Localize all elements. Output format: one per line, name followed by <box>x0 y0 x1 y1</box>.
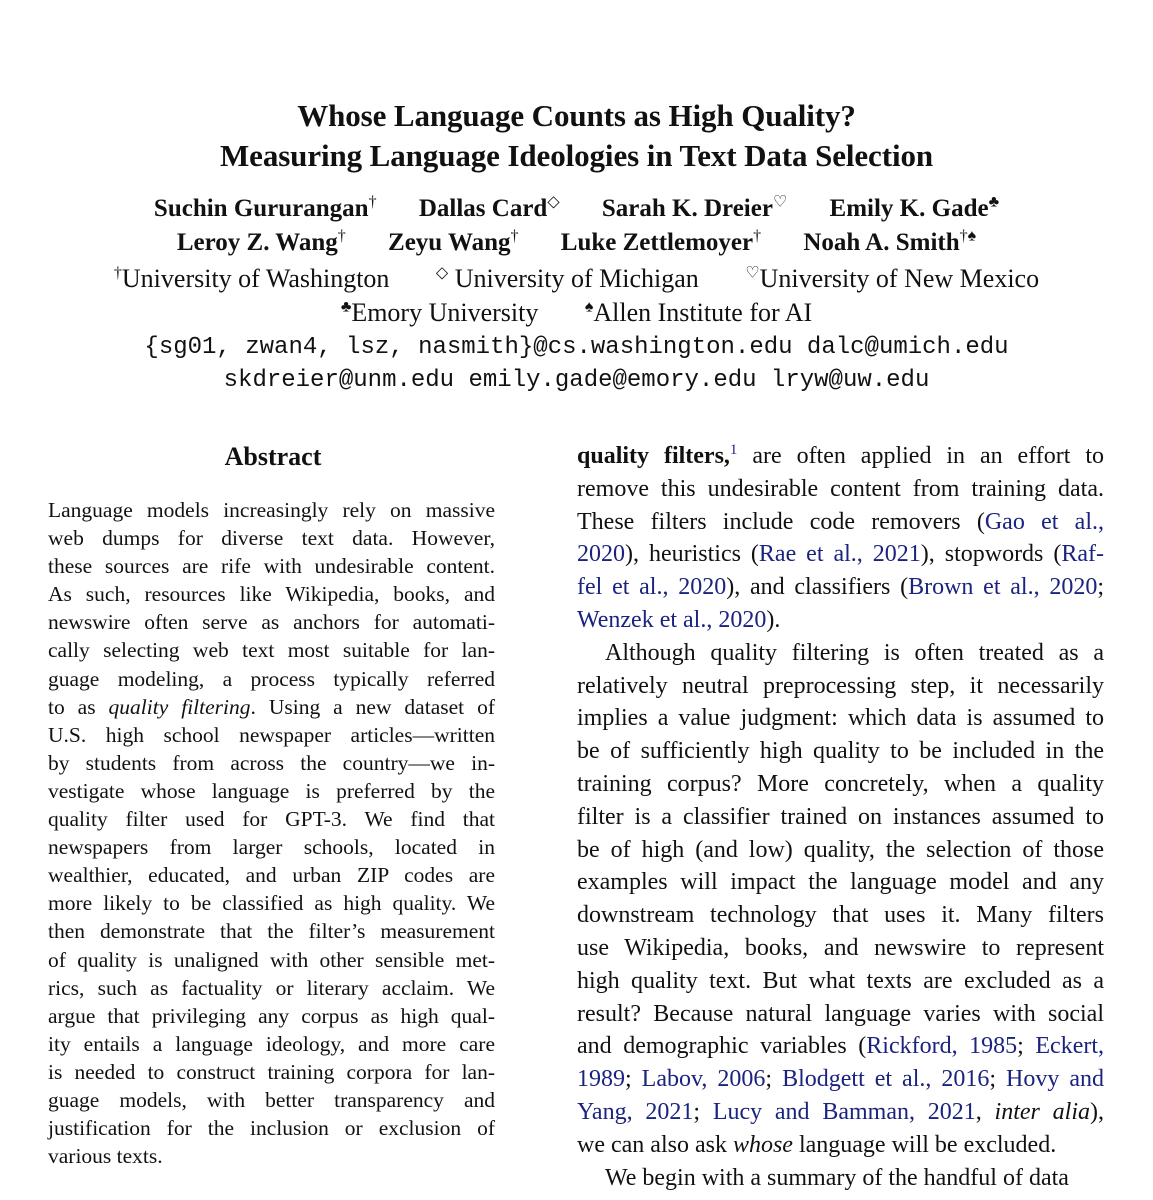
email-line-2: skdreier@unm.edu emily.gade@emory.edu lryw@uw.edu <box>223 367 930 394</box>
body-line: result? Because natural language varies with social <box>577 1000 1104 1027</box>
author: Sarah K. Dreier♡ <box>601 193 788 222</box>
body-line: and demographic variables (Rickford, 1985; Eckert, <box>577 1033 1105 1060</box>
abstract-line: is needed to construct training corpora for lan- <box>48 1059 495 1084</box>
body-line: 2020), heuristics (Rae et al., 2021), stopwords (Raf- <box>577 541 1105 568</box>
affiliation-mark: †♠ <box>959 227 977 245</box>
citation-brown[interactable]: Brown et al., 2020 <box>908 574 1098 601</box>
abstract-line: argue that privileging any corpus as high qual- <box>48 1003 495 1028</box>
citation-blodgett[interactable]: Blodgett et al., 2016 <box>782 1066 990 1093</box>
body-line: training corpus? More concretely, when a quality <box>577 770 1104 797</box>
body-line: be of high (and low) quality, the selection of those <box>577 836 1104 863</box>
body-line: Although quality filtering is often treated as a <box>605 639 1104 666</box>
abstract-heading: Abstract <box>224 442 322 471</box>
quality-filters-term: quality filters, <box>577 443 730 469</box>
title-line-1: Whose Language Counts as High Quality? <box>297 98 856 133</box>
citation-eckert[interactable]: 1989 <box>577 1066 625 1093</box>
body-line: examples will impact the language model and any <box>577 869 1104 896</box>
abstract-line: rics, such as factuality or literary acclaim. We <box>48 975 495 1000</box>
abstract-line: various texts. <box>48 1144 163 1169</box>
body-line: These filters include code removers (Gao et al., <box>577 508 1104 535</box>
citation-wenzek[interactable]: Wenzek et al., 2020 <box>577 606 767 633</box>
affiliation: ♡University of New Mexico <box>745 264 1040 293</box>
citation-lucy[interactable]: Lucy and Bamman, 2021 <box>712 1098 976 1125</box>
affiliation: ♣Emory University <box>340 298 539 327</box>
affiliation-mark: † <box>510 227 519 245</box>
affiliation-row-1 <box>0 262 1153 296</box>
abstract-line: cally selecting web text most suitable for lan- <box>48 638 495 663</box>
abstract-line: vestigate whose language is preferred by the <box>48 778 495 803</box>
author-row-2 <box>0 226 1153 260</box>
abstract-line: guage models, with better transparency and <box>48 1087 495 1112</box>
body-line: Yang, 2021; Lucy and Bamman, 2021, inter alia), <box>577 1098 1104 1125</box>
author-list <box>0 192 1153 260</box>
affiliation-mark: ♣ <box>988 193 1000 211</box>
whose-term: whose <box>732 1131 793 1158</box>
abstract-body <box>48 496 495 1170</box>
email-block <box>0 331 1153 397</box>
abstract-line: justification for the inclusion or exclusion of <box>48 1116 495 1141</box>
inter-alia-term: inter alia <box>994 1098 1090 1125</box>
footnote-1-link[interactable]: 1 <box>729 442 738 458</box>
affiliation-list <box>0 262 1153 330</box>
body-line: Wenzek et al., 2020). <box>577 606 781 633</box>
affiliation-mark: † <box>368 193 377 211</box>
abstract-line: quality filter used for GPT-3. We find that <box>48 807 495 832</box>
author: Zeyu Wang† <box>388 227 519 256</box>
citation-raffel[interactable]: fel et al., 2020 <box>577 574 727 601</box>
body-line: implies a value judgment: which data is assumed to <box>577 705 1104 732</box>
abstract-line: more likely to be classified as high quality. We <box>48 891 495 916</box>
abstract-line: newspapers from larger schools, located in <box>48 835 495 860</box>
citation-raffel[interactable]: Raf- <box>1061 541 1105 568</box>
abstract-line: guage modeling, a process typically referred <box>48 666 495 691</box>
author: Emily K. Gade♣ <box>829 193 1000 222</box>
abstract-line: Language models increasingly rely on massive <box>48 498 495 522</box>
body-line: remove this undesirable content from training data. <box>577 475 1104 502</box>
citation-rickford[interactable]: Rickford, 1985 <box>866 1033 1018 1060</box>
abstract-line: then demonstrate that the filter’s measurement <box>48 919 495 944</box>
affiliation: †University of Washington <box>113 264 390 293</box>
abstract-line: newswire often serve as anchors for automati- <box>48 610 495 635</box>
title-line-2: Measuring Language Ideologies in Text Data Selection <box>220 138 933 173</box>
affiliation-mark: † <box>337 227 346 245</box>
abstract-line: of quality is unaligned with other sensible met- <box>48 947 495 972</box>
body-line: we can also ask whose language will be excluded. <box>577 1131 1057 1158</box>
citation-gao[interactable]: Gao et al., <box>984 508 1104 535</box>
author: Dallas Card◇ <box>418 193 560 222</box>
body-line: We begin with a summary of the handful of data <box>605 1164 1069 1191</box>
body-line: relatively neutral preprocessing step, it necessarily <box>577 672 1104 699</box>
affiliation-mark: ♡ <box>772 193 788 211</box>
affiliation-row-2 <box>0 296 1153 330</box>
affiliation-mark: † <box>753 227 762 245</box>
affiliation-mark: ◇ <box>547 193 560 211</box>
abstract-line: by students from across the country—we in- <box>48 750 495 775</box>
body-line: 1989; Labov, 2006; Blodgett et al., 2016; Hovy and <box>577 1066 1105 1093</box>
body-line: fel et al., 2020), and classifiers (Brown et al., 2020; <box>577 574 1104 601</box>
abstract-line: wealthier, educated, and urban ZIP codes are <box>48 863 495 888</box>
abstract-line: these sources are rife with undesirable content. <box>48 554 495 579</box>
body-line: filter is a classifier trained on instances assumed to <box>577 803 1104 830</box>
body-line: use Wikipedia, books, and newswire to represent <box>577 934 1104 961</box>
body-line: high quality text. But what texts are excluded as a <box>577 967 1104 994</box>
abstract-line: ity entails a language ideology, and more care <box>48 1031 495 1056</box>
body-line: downstream technology that uses it. Many filters <box>577 902 1104 929</box>
citation-hovy[interactable]: Hovy and <box>1006 1066 1105 1093</box>
affiliation: ◇ University of Michigan <box>435 264 699 293</box>
author: Luke Zettlemoyer† <box>560 227 762 256</box>
citation-hovy[interactable]: Yang, 2021 <box>577 1098 694 1125</box>
paper-title <box>0 96 1153 176</box>
affiliation: ♠Allen Institute for AI <box>584 298 813 327</box>
citation-eckert[interactable]: Eckert, <box>1035 1033 1105 1060</box>
intro-body <box>577 440 1104 1194</box>
author-row-1 <box>0 192 1153 226</box>
citation-rae[interactable]: Rae et al., 2021 <box>758 541 921 568</box>
abstract-line: U.S. high school newspaper articles—written <box>48 722 495 747</box>
body-line: quality filters,$^1$ are often applied in an effort to <box>577 442 1104 469</box>
abstract-line: As such, resources like Wikipedia, books, and <box>48 582 495 607</box>
author: Leroy Z. Wang† <box>176 227 346 256</box>
abstract-line: to as quality filtering. Using a new dataset of <box>48 694 495 719</box>
author: Noah A. Smith†♠ <box>803 227 977 256</box>
body-line: be of sufficiently high quality to be included in the <box>577 738 1104 765</box>
citation-gao[interactable]: 2020 <box>577 541 625 568</box>
email-line-1: {sg01, zwan4, lsz, nasmith}@cs.washington.edu dalc@umich.edu <box>144 334 1009 361</box>
abstract-line: web dumps for diverse text data. However, <box>48 526 495 551</box>
quality-filtering-term: quality filtering <box>108 694 251 719</box>
author: Suchin Gururangan† <box>153 193 377 222</box>
citation-labov[interactable]: Labov, 2006 <box>641 1066 766 1093</box>
